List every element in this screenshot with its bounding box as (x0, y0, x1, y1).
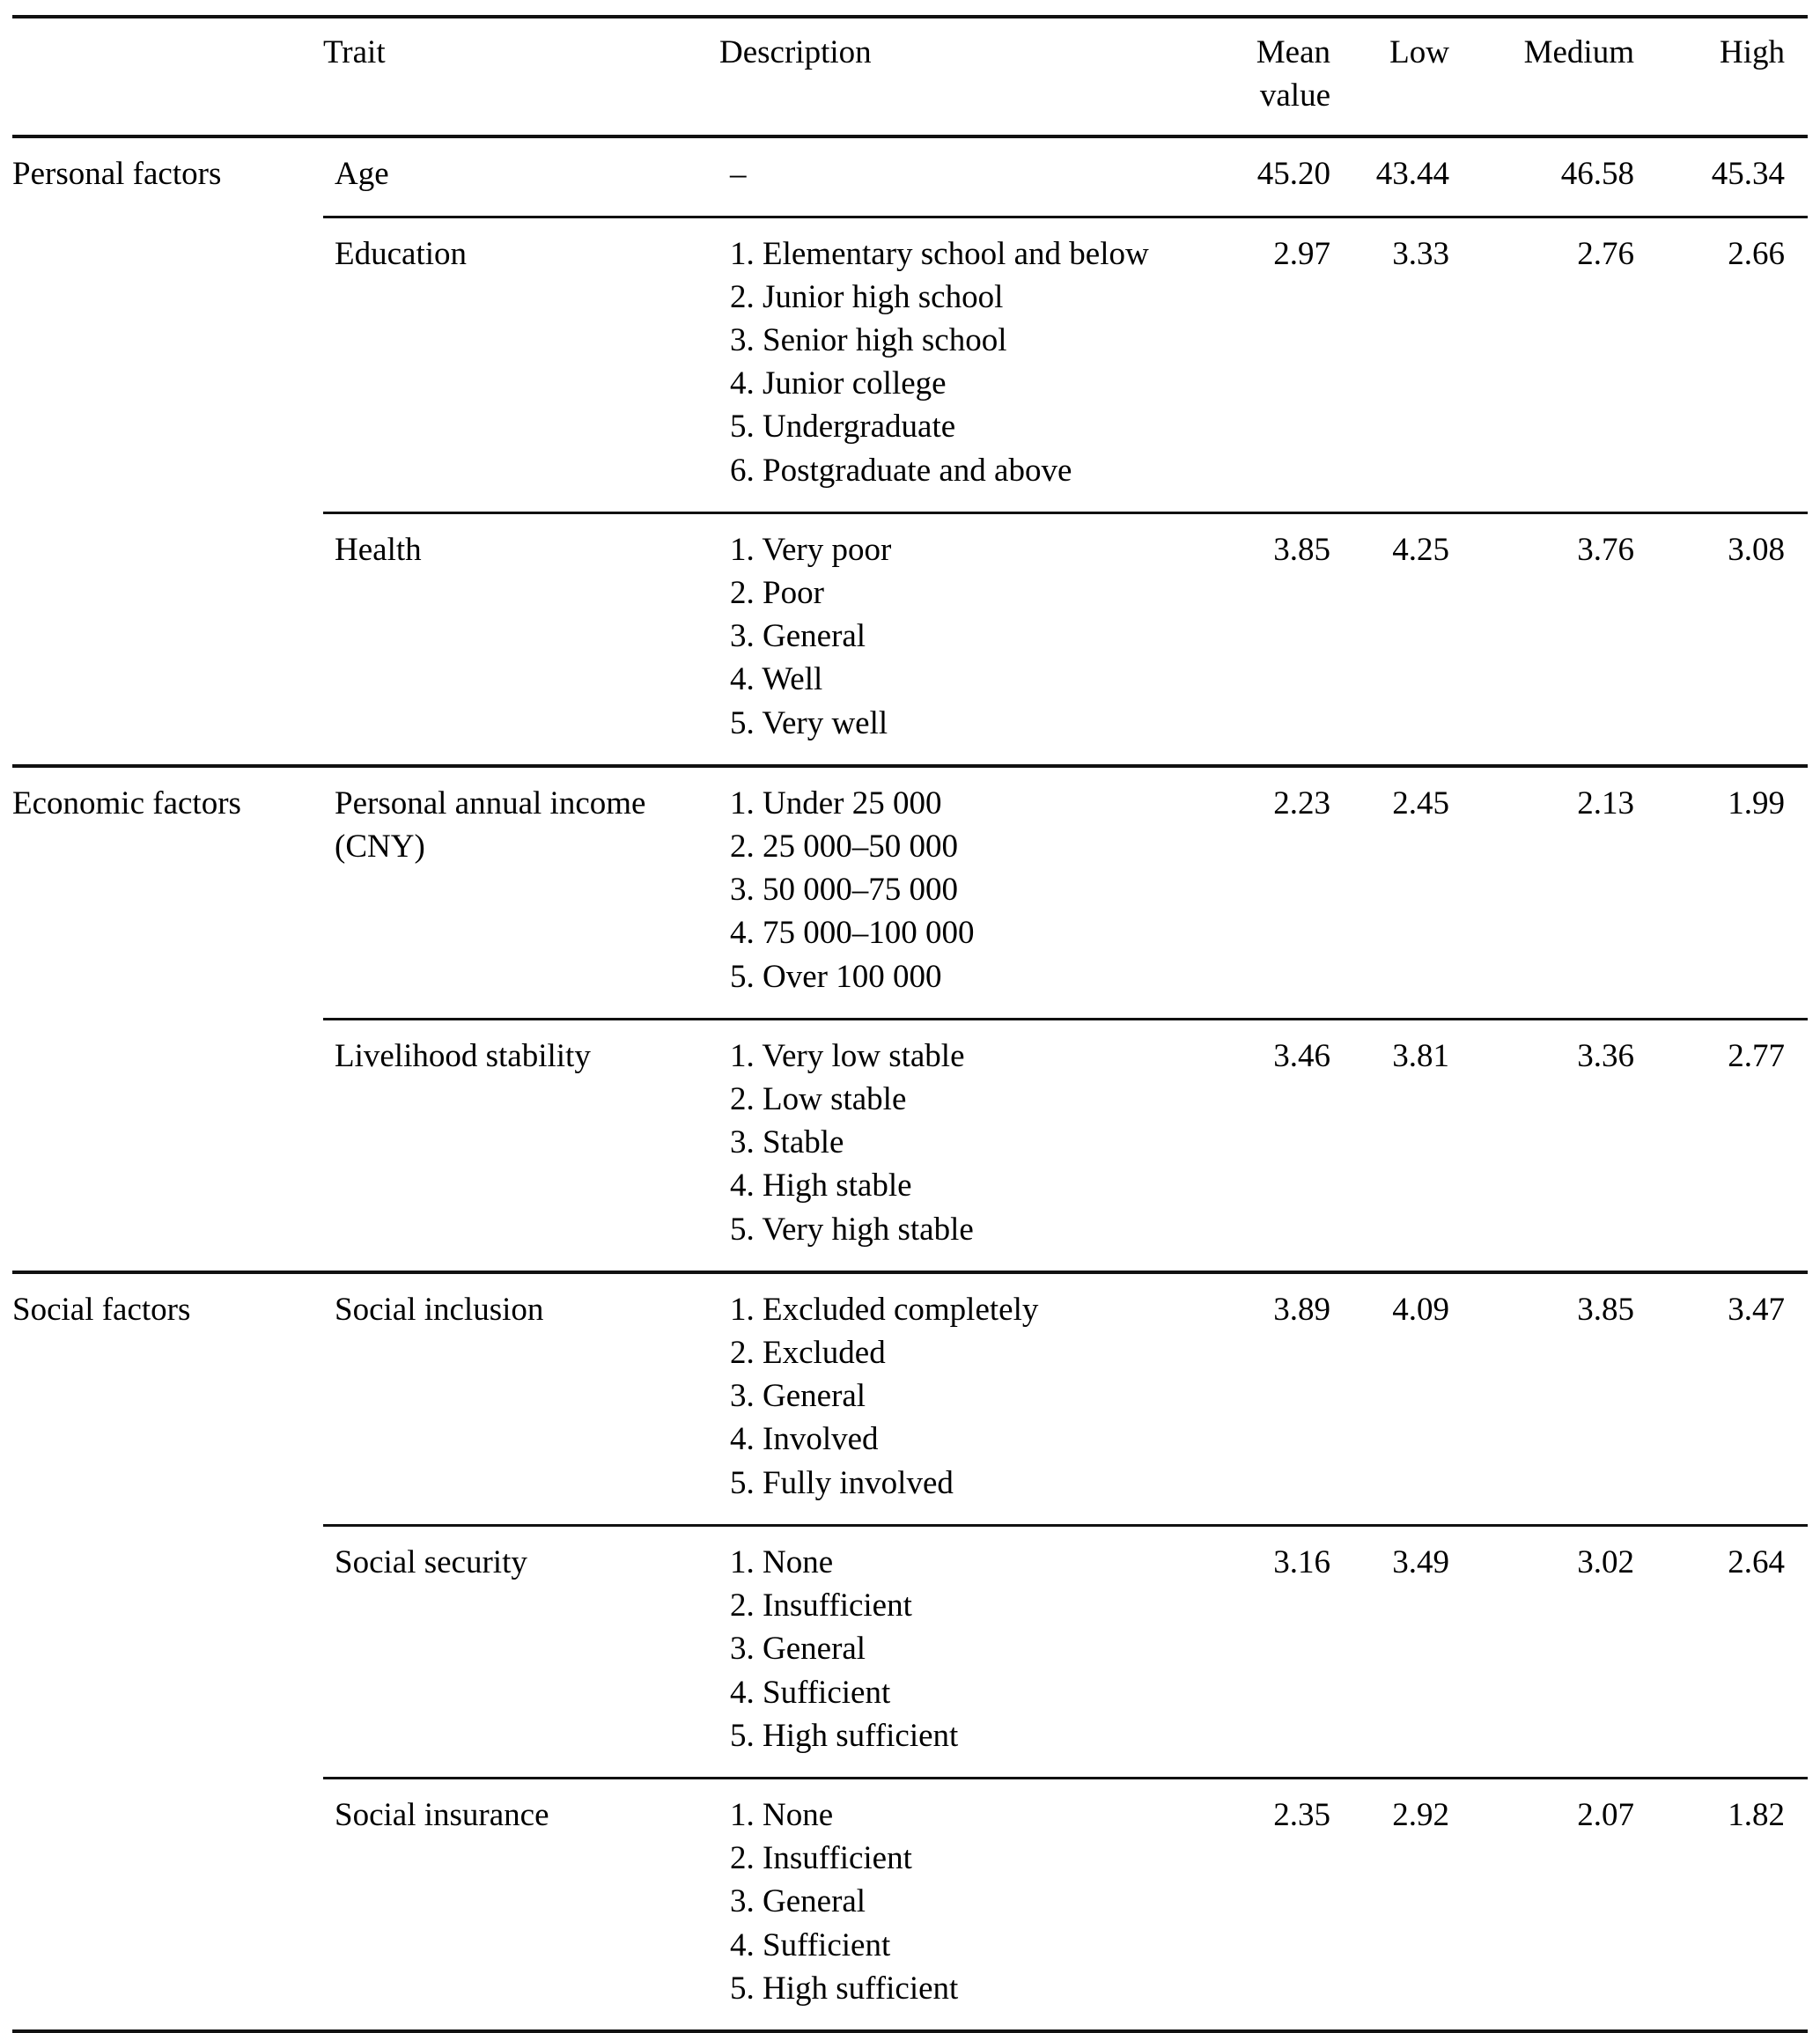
table-row (12, 512, 1808, 766)
cell-trait (323, 136, 719, 217)
description-option-list (730, 1541, 1205, 1757)
description-option-list (730, 528, 1205, 745)
description-option: 2. Insufficient (730, 1587, 912, 1624)
column-header-trait (323, 17, 719, 136)
column-header-description (719, 17, 1226, 136)
cell-medium (1472, 1525, 1657, 1778)
column-header-mean-line1: Mean (1256, 34, 1330, 70)
cell-medium (1472, 217, 1657, 512)
cell-description (719, 1019, 1226, 1272)
cell-category (12, 136, 323, 217)
cell-medium (1472, 512, 1657, 766)
description-option: 5. Over 100 000 (730, 958, 942, 995)
cell-medium (1472, 136, 1657, 217)
description-option: 2. Poor (730, 575, 824, 612)
cell-medium-text: 3.76 (1577, 531, 1634, 568)
cell-low-text: 3.49 (1392, 1543, 1449, 1580)
table-row (12, 217, 1808, 512)
cell-medium-text: 2.07 (1577, 1796, 1634, 1833)
description-option: 1. Very low stable (730, 1037, 965, 1074)
cell-mean-value-text: 3.89 (1273, 1291, 1330, 1328)
cell-low (1353, 136, 1472, 217)
description-option: 1. Elementary school and below (730, 235, 1149, 272)
trait-text: Education (335, 235, 468, 272)
cell-mean-value-text: 3.46 (1273, 1037, 1330, 1074)
cell-low (1353, 766, 1472, 1020)
cell-mean-value-text: 2.97 (1273, 235, 1330, 272)
cell-mean-value (1226, 1272, 1353, 1526)
cell-trait (323, 1525, 719, 1778)
cell-high (1657, 1778, 1808, 2031)
description-option: 3. 50 000–75 000 (730, 872, 958, 909)
cell-low-text: 3.81 (1392, 1037, 1449, 1074)
table-row (12, 766, 1808, 1020)
category-label (12, 1019, 323, 1052)
cell-description (719, 1272, 1226, 1526)
cell-mean-value (1226, 1525, 1353, 1778)
cell-category-empty (12, 1019, 323, 1272)
description-option-list (730, 782, 1205, 998)
cell-trait (323, 1778, 719, 2031)
cell-low (1353, 512, 1472, 766)
column-header-category-label (12, 18, 323, 48)
cell-high-text: 1.99 (1728, 784, 1785, 821)
trait-text: Livelihood stability (335, 1037, 591, 1074)
table-body (12, 136, 1808, 2031)
cell-mean-value-text: 45.20 (1256, 156, 1330, 193)
table-row (12, 1525, 1808, 1778)
cell-low (1353, 1019, 1472, 1272)
cell-trait (323, 766, 719, 1020)
column-header-low (1353, 17, 1472, 136)
description-option: 4. Sufficient (730, 1926, 891, 1963)
trait-label (323, 1527, 719, 1603)
cell-mean-value-text: 3.16 (1273, 1543, 1330, 1580)
cell-high-text: 1.82 (1728, 1796, 1785, 1833)
cell-category-empty (12, 512, 323, 766)
table-container (0, 15, 1820, 2007)
description-option: 1. Excluded completely (730, 1291, 1039, 1328)
cell-medium (1472, 1778, 1657, 2031)
cell-high-text: 3.47 (1728, 1291, 1785, 1328)
description-option: 3. Stable (730, 1124, 844, 1161)
table-header (12, 17, 1808, 136)
table-row (12, 1019, 1808, 1272)
column-header-low-label: Low (1389, 34, 1449, 70)
cell-description (719, 217, 1226, 512)
column-header-mean-value (1226, 17, 1353, 136)
description-option-list (730, 1035, 1205, 1251)
description-option: 3. General (730, 1378, 866, 1415)
column-header-medium (1472, 17, 1657, 136)
cell-low-text: 4.09 (1392, 1291, 1449, 1328)
cell-trait (323, 1019, 719, 1272)
cell-high (1657, 1272, 1808, 1526)
cell-medium-text: 2.13 (1577, 784, 1634, 821)
cell-medium-text: 3.36 (1577, 1037, 1634, 1074)
cell-low (1353, 1272, 1472, 1526)
cell-medium-text: 3.02 (1577, 1543, 1634, 1580)
column-header-medium-label: Medium (1523, 34, 1634, 70)
cell-mean-value-text: 2.23 (1273, 784, 1330, 821)
description-option: 5. Fully involved (730, 1464, 954, 1501)
category-label: Economic factors (12, 784, 241, 821)
description-option: 2. Low stable (730, 1081, 907, 1118)
cell-high (1657, 766, 1808, 1020)
category-label (12, 217, 323, 250)
cell-medium-text: 2.76 (1577, 235, 1634, 272)
cell-category (12, 1272, 323, 1526)
description-option: 5. Undergraduate (730, 409, 956, 446)
column-header-mean-value-wrap (1226, 18, 1353, 135)
trait-label (323, 138, 719, 215)
description-option: 3. General (730, 618, 866, 655)
description-wrap (719, 1020, 1226, 1271)
cell-low-text: 3.33 (1392, 235, 1449, 272)
description-option: 1. None (730, 1543, 834, 1580)
trait-label (323, 218, 719, 295)
cell-low-text: 43.44 (1375, 156, 1449, 193)
cell-high (1657, 136, 1808, 217)
description-option-list (730, 232, 1205, 492)
column-header-high-label: High (1720, 34, 1785, 70)
description-option: 2. Junior high school (730, 278, 1004, 315)
column-header-mean-line2: value (1259, 77, 1330, 114)
cell-high-text: 2.64 (1728, 1543, 1785, 1580)
trait-label (323, 1779, 719, 1856)
description-option: 4. High stable (730, 1168, 912, 1204)
trait-label (323, 514, 719, 591)
trait-text: Personal annual income (CNY) (335, 784, 646, 865)
category-label (12, 1525, 323, 1558)
cell-low-text: 2.45 (1392, 784, 1449, 821)
trait-label (323, 1274, 719, 1351)
cell-trait (323, 1272, 719, 1526)
description-wrap (719, 218, 1226, 512)
cell-high-text: 45.34 (1711, 156, 1785, 193)
column-header-trait-label: Trait (323, 34, 386, 70)
cell-mean-value (1226, 1019, 1353, 1272)
table-row (12, 1778, 1808, 2031)
cell-low-text: 4.25 (1392, 531, 1449, 568)
cell-high-text: 2.77 (1728, 1037, 1785, 1074)
cell-medium-text: 46.58 (1560, 156, 1634, 193)
cell-high-text: 2.66 (1728, 235, 1785, 272)
header-row (12, 17, 1808, 136)
description-wrap (719, 1527, 1226, 1777)
cell-trait (323, 217, 719, 512)
cell-medium-text: 3.85 (1577, 1291, 1634, 1328)
description-option: 4. Junior college (730, 365, 947, 402)
trait-text: Social inclusion (335, 1291, 544, 1328)
cell-mean-value (1226, 217, 1353, 512)
description-option: 4. 75 000–100 000 (730, 915, 975, 952)
cell-high (1657, 1525, 1808, 1778)
cell-mean-value (1226, 1778, 1353, 2031)
description-option: 2. Excluded (730, 1335, 886, 1372)
cell-medium (1472, 1019, 1657, 1272)
description-wrap (719, 514, 1226, 764)
description-text: – (730, 156, 747, 193)
cell-mean-value-text: 3.85 (1273, 531, 1330, 568)
cell-high-text: 3.08 (1728, 531, 1785, 568)
cell-mean-value (1226, 136, 1353, 217)
description-option: 1. None (730, 1796, 834, 1833)
trait-text: Social insurance (335, 1796, 549, 1833)
description-option: 3. General (730, 1883, 866, 1920)
description-option: 5. High sufficient (730, 1717, 959, 1754)
description-option: 5. High sufficient (730, 1970, 959, 2007)
description-option: 3. Senior high school (730, 322, 1007, 359)
description-option: 2. 25 000–50 000 (730, 829, 958, 865)
description-option: 4. Sufficient (730, 1674, 891, 1711)
cell-mean-value (1226, 512, 1353, 766)
cell-description (719, 766, 1226, 1020)
cell-category-empty (12, 217, 323, 512)
category-label: Social factors (12, 1291, 191, 1328)
description-option: 4. Involved (730, 1421, 879, 1458)
description-option: 4. Well (730, 661, 823, 698)
description-wrap (719, 1274, 1226, 1524)
cell-high (1657, 217, 1808, 512)
description-option: 5. Very well (730, 704, 888, 741)
description-option-list (730, 1794, 1205, 2010)
table-row (12, 1272, 1808, 1526)
description-option-list (730, 1288, 1205, 1505)
descriptive-statistics-table (12, 15, 1808, 2033)
cell-mean-value-text: 2.35 (1273, 1796, 1330, 1833)
cell-trait (323, 512, 719, 766)
cell-category (12, 766, 323, 1020)
trait-label (323, 1020, 719, 1097)
trait-text: Social security (335, 1543, 527, 1580)
column-header-category (12, 17, 323, 136)
description-option: 6. Postgraduate and above (730, 452, 1072, 489)
table-row (12, 136, 1808, 217)
trait-label (323, 768, 719, 888)
description-option: 3. General (730, 1631, 866, 1668)
cell-low (1353, 1778, 1472, 2031)
description-option: 2. Insufficient (730, 1840, 912, 1877)
cell-low (1353, 1525, 1472, 1778)
category-label (12, 1778, 323, 1811)
cell-description (719, 1778, 1226, 2031)
cell-medium (1472, 766, 1657, 1020)
cell-category-empty (12, 1778, 323, 2031)
trait-text: Age (335, 156, 389, 193)
description-wrap (719, 1779, 1226, 2029)
description-option: 1. Under 25 000 (730, 784, 942, 821)
cell-description (719, 512, 1226, 766)
cell-low-text: 2.92 (1392, 1796, 1449, 1833)
trait-text: Health (335, 531, 422, 568)
cell-low (1353, 217, 1472, 512)
category-label: Personal factors (12, 156, 222, 193)
description-wrap (719, 138, 1226, 215)
description-option: 5. Very high stable (730, 1211, 974, 1248)
cell-category-empty (12, 1525, 323, 1778)
cell-mean-value (1226, 766, 1353, 1020)
cell-high (1657, 512, 1808, 766)
description-option: 1. Very poor (730, 531, 892, 568)
column-header-high (1657, 17, 1808, 136)
column-header-description-label: Description (719, 34, 872, 70)
cell-high (1657, 1019, 1808, 1272)
cell-description (719, 1525, 1226, 1778)
cell-description (719, 136, 1226, 217)
description-wrap (719, 768, 1226, 1018)
category-label (12, 512, 323, 546)
cell-medium (1472, 1272, 1657, 1526)
